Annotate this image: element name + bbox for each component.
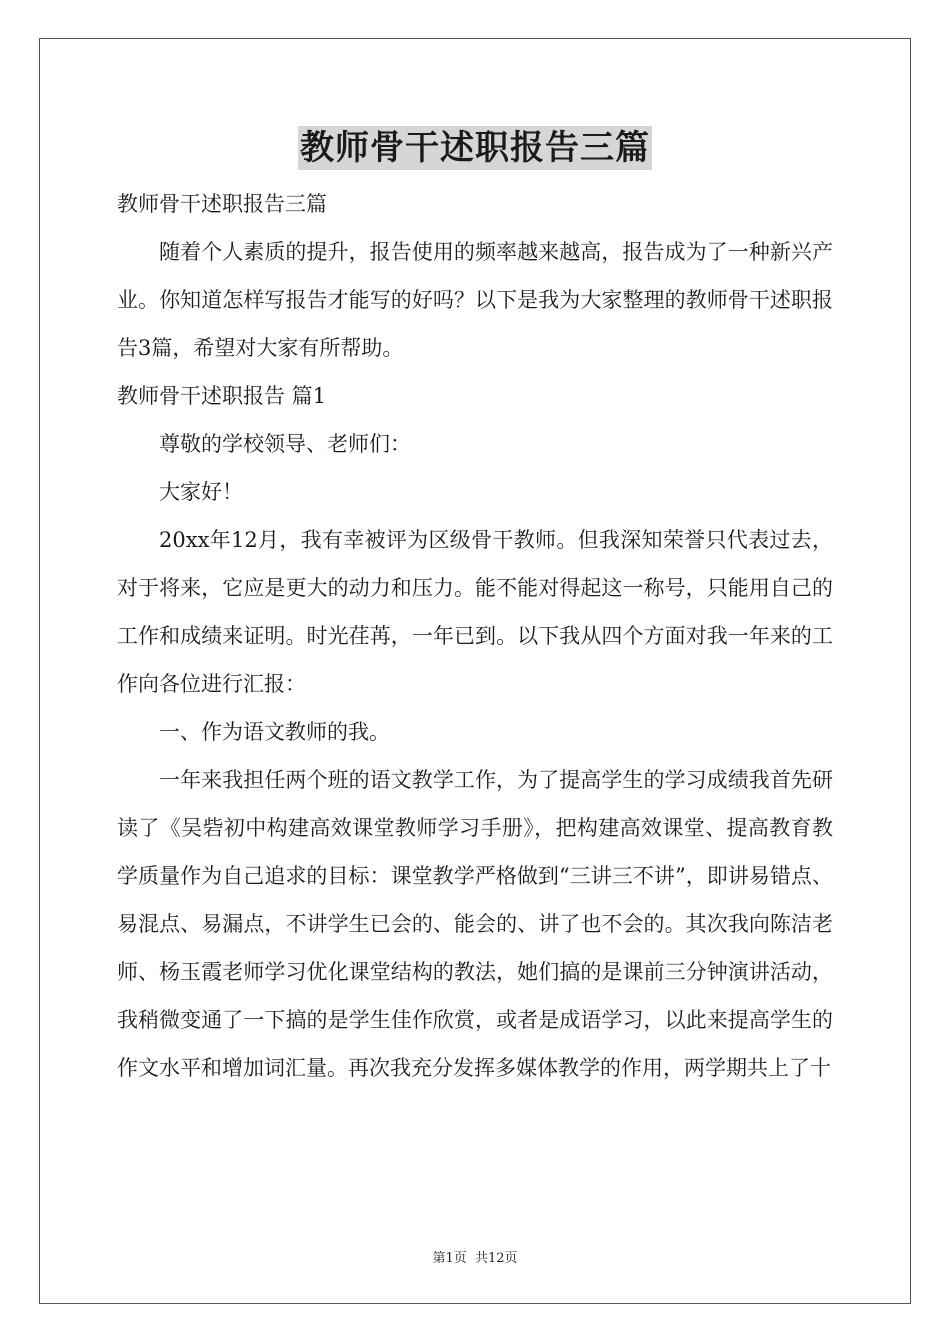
- document-subtitle: 教师骨干述职报告三篇: [117, 192, 327, 216]
- document-title: 教师骨干述职报告三篇: [300, 128, 650, 168]
- page-total: 共12页: [474, 1251, 518, 1266]
- paragraph-1: 20xx年12月，我有幸被评为区级骨干教师。但我深知荣誉只代表过去，对于将来，它应是更大的动力和压力。能不能对得起这一称号，只能用自己的工作和成绩来证明。时光荏苒，一年已到。以下我从四个方面对我一年来的工作向各位进行汇报：: [117, 528, 833, 696]
- section-heading: 教师骨干述职报告 篇1: [117, 384, 327, 408]
- intro-paragraph: 随着个人素质的提升，报告使用的频率越来越高，报告成为了一种新兴产业。你知道怎样写报告才能写的好吗？以下是我为大家整理的教师骨干述职报告3篇，希望对大家有所帮助。: [117, 240, 833, 360]
- page-footer: [0, 1247, 950, 1266]
- salutation: 大家好！: [159, 480, 243, 504]
- greeting: 尊敬的学校领导、老师们：: [159, 432, 411, 456]
- point-heading-1: 一、作为语文教师的我。: [159, 720, 390, 744]
- document-body: [117, 180, 833, 1092]
- title-container: [0, 126, 950, 170]
- page-number: 第1页: [432, 1251, 467, 1266]
- paragraph-2: 一年来我担任两个班的语文教学工作，为了提高学生的学习成绩我首先研读了《吴砦初中构建高效课堂教师学习手册》，把构建高效课堂、提高教育教学质量作为自己追求的目标：课堂教学严格做到“三讲三不讲”，即讲易错点、易混点、易漏点，不讲学生已会的、能会的、讲了也不会的。其次我向陈洁老师、杨玉霞老师学习优化课堂结构的教法，她们搞的是课前三分钟演讲活动，我稍微变通了一下搞的是学生佳作欣赏，或者是成语学习，以此来提高学生的作文水平和增加词汇量。再次我充分发挥多媒体教学的作用，两学期共上了十: [117, 768, 833, 1080]
